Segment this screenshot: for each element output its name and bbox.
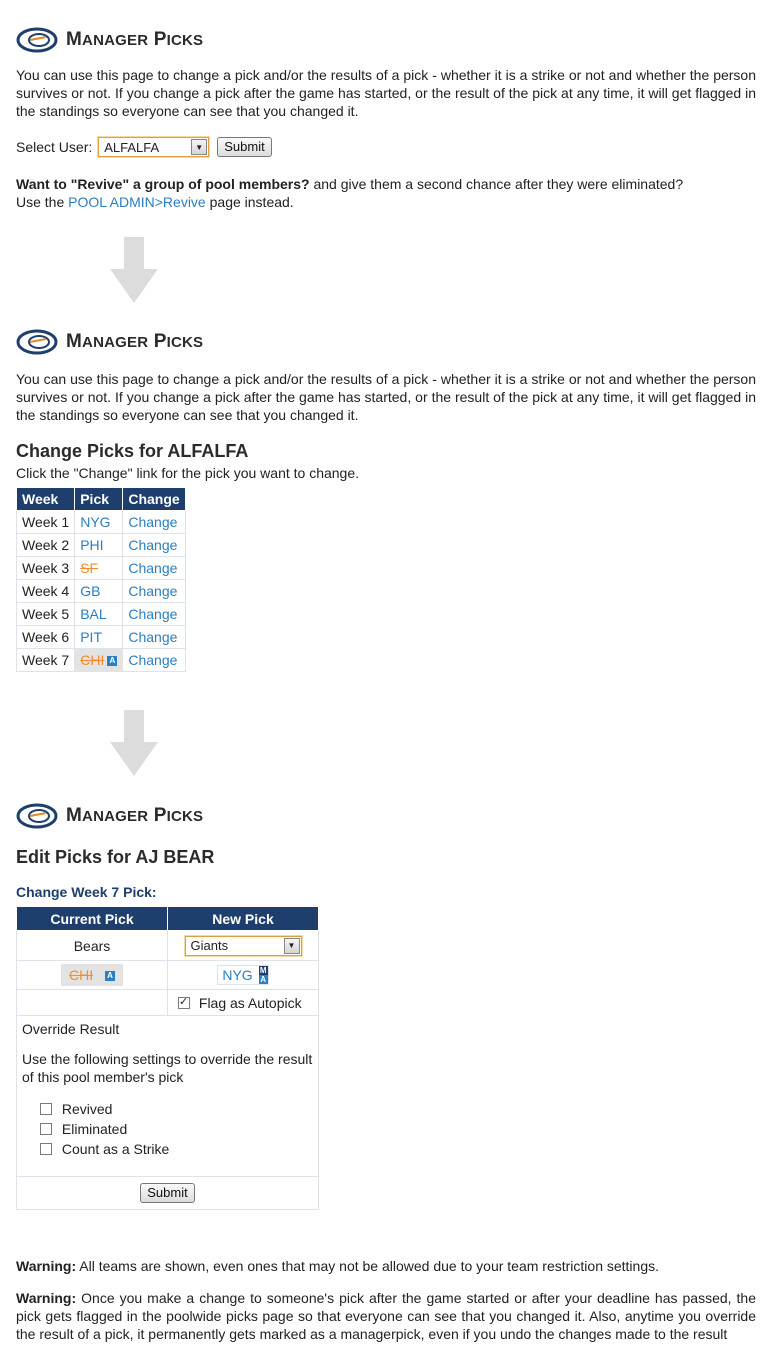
pick-cell <box>75 626 123 649</box>
override-description: Use the following settings to override the result of this pool member's pick <box>22 1051 313 1085</box>
page-header-2 <box>16 327 203 357</box>
warning-2: Warning: Once you make a change to someone's pick after the game started or after your deadline has passed, the pick gets flagged in the poolwide picks page so that everyone can see that you changed it. Also, anytime you override the result of a pick, it permanently gets marked as a managerpick, even if you undo the changes made to the result <box>16 1290 756 1342</box>
current-pick-cell <box>61 964 123 986</box>
logo-icon <box>16 328 58 356</box>
week-cell: Week 1 <box>17 511 75 534</box>
new-pick-cell <box>217 965 268 985</box>
logo-icon <box>16 802 58 830</box>
pick-cell <box>75 580 123 603</box>
week-cell: Week 5 <box>17 603 75 626</box>
page-header-1 <box>16 25 203 55</box>
week-cell: Week 7 <box>17 649 75 672</box>
change-link[interactable]: Change <box>128 652 178 668</box>
picks-table <box>16 487 186 672</box>
table-row <box>17 557 186 580</box>
change-link[interactable]: Change <box>128 560 178 576</box>
table-row <box>17 603 186 626</box>
change-picks-heading: Change Picks for ALFALFA <box>16 441 249 461</box>
col-change: Change <box>123 488 185 511</box>
col-week: Week <box>17 488 75 511</box>
override-title: Override Result <box>22 1021 120 1037</box>
pick-abbr: PIT <box>80 629 102 645</box>
current-team: Bears <box>17 931 168 961</box>
new-pick-select[interactable]: Giants ▼ <box>185 936 302 956</box>
change-link[interactable]: Change <box>128 514 178 530</box>
pick-cell <box>75 557 123 580</box>
pick-abbr: CHI <box>80 652 105 668</box>
select-user-label: Select User: <box>16 139 93 155</box>
edit-submit-button[interactable]: Submit <box>140 1183 194 1203</box>
intro-text-1: You can use this page to change a pick and/or the results of a pick - whether it is a strike or not and whether the person survives or not. If you change a pick after the game has started, or the result of the pick at any time, it will get flagged in the standings so everyone can see that you changed it. <box>16 67 756 119</box>
user-select[interactable]: ALFALFA ▼ <box>98 137 209 157</box>
option-revived: Revived <box>40 1100 313 1120</box>
autopick-badge: A <box>105 971 115 981</box>
pick-abbr: GB <box>80 583 101 599</box>
col-current-pick: Current Pick <box>17 907 168 931</box>
edit-picks-heading: Edit Picks for AJ BEAR <box>16 847 215 867</box>
page-title: MANAGER PICKS <box>66 331 204 352</box>
change-picks-instructions: Click the "Change" link for the pick you want to change. <box>16 465 360 481</box>
week-cell: Week 6 <box>17 626 75 649</box>
table-row <box>17 580 186 603</box>
change-link[interactable]: Change <box>128 606 178 622</box>
current-pick-abbr: CHI <box>68 967 94 983</box>
flag-autopick-checkbox[interactable] <box>178 997 190 1009</box>
manager-autopick-badge: M A <box>259 966 267 984</box>
pick-cell <box>75 649 123 672</box>
pick-abbr: NYG <box>80 514 111 530</box>
flag-autopick-label: Flag as Autopick <box>198 994 302 1011</box>
chevron-down-icon: ▼ <box>284 938 300 954</box>
submit-button[interactable]: Submit <box>217 137 271 157</box>
pick-cell <box>75 603 123 626</box>
count-strike-checkbox[interactable] <box>40 1143 52 1155</box>
pick-cell <box>75 534 123 557</box>
intro-text-2: You can use this page to change a pick and/or the results of a pick - whether it is a strike or not and whether the person survives or not. If you change a pick after the game has started, or the result of the pick at any time, it will get flagged in the standings so everyone can see that you changed it. <box>16 371 756 423</box>
change-link[interactable]: Change <box>128 629 178 645</box>
chevron-down-icon: ▼ <box>191 139 207 155</box>
page-title: MANAGER PICKS <box>66 805 204 826</box>
option-eliminated: Eliminated <box>40 1120 313 1140</box>
week-cell: Week 3 <box>17 557 75 580</box>
table-row <box>17 649 186 672</box>
table-row <box>17 626 186 649</box>
arrow-down-icon <box>110 237 158 303</box>
col-new-pick: New Pick <box>168 907 319 931</box>
warning-1: Warning: All teams are shown, even ones that may not be allowed due to your team restriction settings. <box>16 1258 660 1274</box>
logo-icon <box>16 26 58 54</box>
table-row <box>17 511 186 534</box>
change-link[interactable]: Change <box>128 537 178 553</box>
week-cell: Week 4 <box>17 580 75 603</box>
pick-cell <box>75 511 123 534</box>
col-pick: Pick <box>75 488 123 511</box>
revive-link[interactable]: POOL ADMIN>Revive <box>68 194 206 210</box>
pick-abbr: PHI <box>80 537 104 553</box>
page-title: MANAGER PICKS <box>66 29 204 50</box>
autopick-badge: A <box>107 656 117 666</box>
pick-abbr: BAL <box>80 606 107 622</box>
select-user-row <box>16 137 272 157</box>
arrow-down-icon <box>110 710 158 776</box>
edit-pick-table <box>16 906 319 1210</box>
new-pick-abbr: NYG <box>222 967 253 983</box>
edit-week-subheading: Change Week 7 Pick: <box>16 884 157 900</box>
option-count-strike: Count as a Strike <box>40 1140 313 1160</box>
revive-note: Want to "Revive" a group of pool members? and give them a second chance after they were eliminated? Use the POOL ADMIN>Revive page instead. <box>16 176 684 210</box>
week-cell: Week 2 <box>17 534 75 557</box>
pick-abbr: SF <box>80 560 99 576</box>
revived-checkbox[interactable] <box>40 1103 52 1115</box>
table-row <box>17 534 186 557</box>
eliminated-checkbox[interactable] <box>40 1123 52 1135</box>
change-link[interactable]: Change <box>128 583 178 599</box>
page-header-3 <box>16 801 203 831</box>
